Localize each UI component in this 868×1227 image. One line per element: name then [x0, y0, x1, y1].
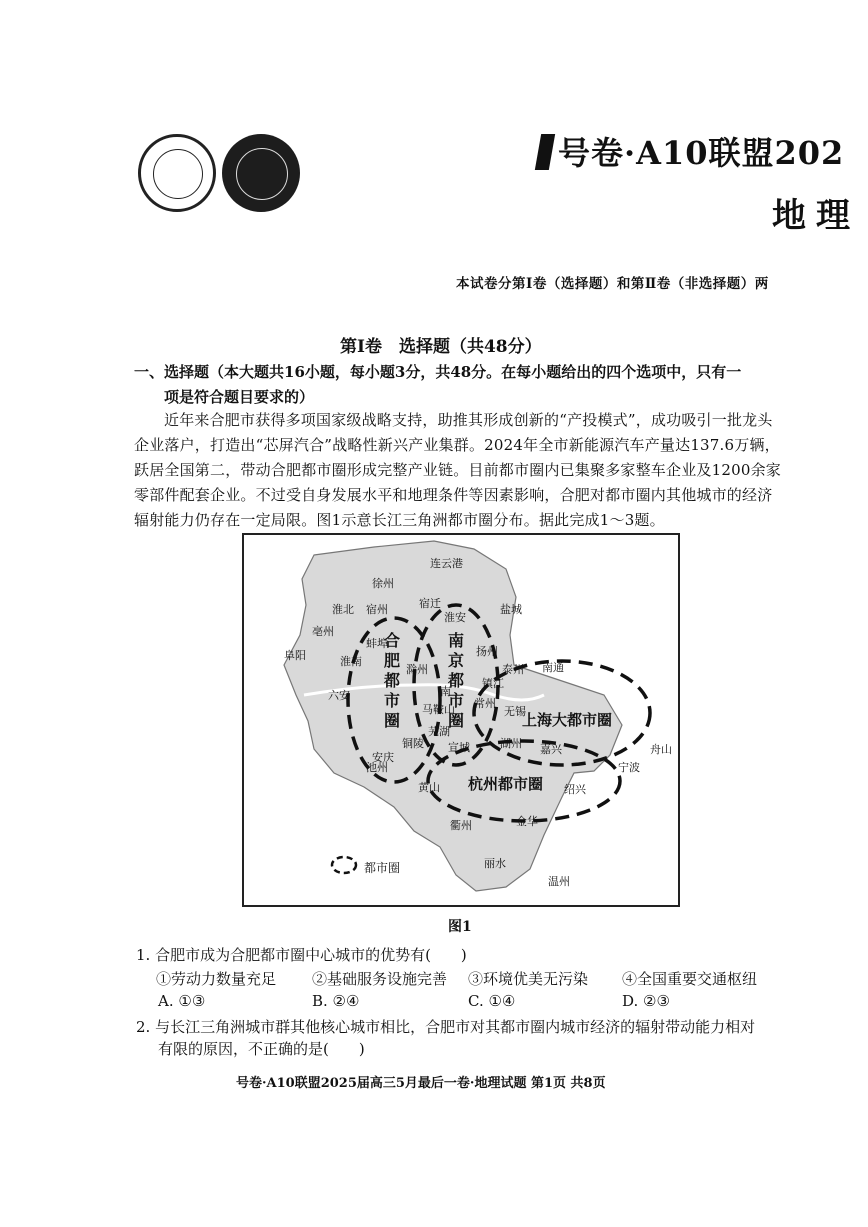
hefei-circle-label: 合肥都市圈 [384, 631, 401, 730]
city-label: 泰州 [502, 663, 524, 676]
city-label: 镇江 [482, 677, 504, 690]
city-label: 阜阳 [284, 649, 306, 662]
city-label: 滁州 [406, 663, 428, 676]
yangtze-delta-map [242, 533, 680, 907]
city-label: 亳州 [312, 625, 334, 638]
city-label: 宿州 [366, 603, 388, 616]
reading-passage: 近年来合肥市获得多项国家级战略支持，助推其形成创新的“产投模式”，成功吸引一批龙头企业落户，打造出“芯屏汽合”战略性新兴产业集群。2024年全市新能源汽车产量达137.6万辆，跃居全国第二，带动合肥都市圈形成完整产业链。目前都市圈内已集聚多家整车企业及1200余家零部件配套企业。不过受自身发展水平和地理条件等因素影响，合肥对都市圈内其他城市的经济辐射能力仍存在一定局限。图1示意长江三角洲都市圈分布。据此完成1～3题。 [134, 411, 781, 529]
option-b: B. ②④ [312, 992, 360, 1010]
legend-symbol [332, 857, 356, 873]
city-label: 淮安 [444, 611, 466, 624]
city-label: 绍兴 [564, 783, 586, 796]
city-label: 安庆 [372, 751, 394, 764]
city-label: 芜湖 [428, 725, 450, 738]
city-label: 淮南 [340, 655, 362, 668]
city-label: 池州 [366, 761, 388, 774]
city-label: 舟山 [650, 743, 672, 756]
figure-caption: 图1 [448, 919, 472, 935]
city-label: 徐州 [372, 577, 394, 590]
statement-1: ①劳动力数量充足 [156, 970, 277, 988]
city-label: 南 [440, 685, 451, 698]
city-label: 丽水 [484, 857, 506, 870]
city-label: 宿迁 [419, 597, 441, 610]
option-a: A. ①③ [158, 992, 206, 1010]
city-label: 马鞍山 [422, 703, 455, 716]
city-label: 嘉兴 [540, 743, 562, 756]
city-label: 南通 [542, 661, 564, 674]
city-label: 黄山 [418, 781, 440, 794]
alliance-seal-logo [138, 134, 216, 212]
city-label: 衢州 [450, 819, 472, 832]
brand-mark-icon [535, 134, 555, 170]
city-label: 连云港 [430, 557, 463, 570]
section-title: 第Ⅰ卷 选择题（共48分） [340, 337, 542, 357]
city-label: 淮北 [332, 603, 354, 616]
city-label: 常州 [474, 697, 496, 710]
statement-4: ④全国重要交通枢纽 [622, 970, 758, 988]
city-label: 湖州 [500, 737, 522, 750]
hangzhou-circle-label: 杭州都市圈 [468, 775, 544, 793]
question-group-title: 一、选择题（本大题共16小题，每小题3分，共48分。在每小题给出的四个选项中，只有一 项是符合题目要求的） [134, 363, 742, 406]
statement-3: ③环境优美无污染 [468, 970, 589, 988]
city-label: 宁波 [618, 761, 640, 774]
nanjing-circle-label: 南京都市圈 [448, 631, 465, 730]
question-2-stem-line1: 2. 与长江三角洲城市群其他核心城市相比，合肥市对其都市圈内城市经济的辐射带动能力相对 [136, 1018, 756, 1036]
statement-2: ②基础服务设施完善 [312, 970, 448, 988]
paper-intro: 本试卷分第Ⅰ卷（选择题）和第Ⅱ卷（非选择题）两 [456, 276, 769, 292]
exam-brand-title: 号卷·A10联盟202 [538, 128, 844, 174]
shanghai-circle-label: 上海大都市圈 [522, 711, 613, 729]
option-d: D. ②③ [622, 992, 670, 1010]
page-footer: 号卷·A10联盟2025届高三5月最后一卷·地理试题 第1页 共8页 [236, 1076, 606, 1091]
city-label: 温州 [548, 875, 570, 888]
city-label: 无锡 [504, 705, 526, 718]
city-label: 金华 [516, 815, 538, 828]
question-2-stem-line2: 有限的原因，不正确的是( ) [158, 1040, 365, 1058]
city-label: 六安 [328, 689, 350, 702]
city-label: 扬州 [476, 645, 498, 658]
city-label: 铜陵 [402, 737, 424, 750]
wanzhi-education-logo [222, 134, 300, 212]
question-1-stem: 1. 合肥市成为合肥都市圈中心城市的优势有( ) [136, 946, 467, 964]
legend-label: 都市圈 [364, 861, 401, 875]
subject-title: 地理 [772, 196, 860, 236]
city-label: 蚌埠 [366, 637, 388, 650]
city-label: 盐城 [500, 603, 522, 616]
city-label: 宣城 [448, 741, 470, 754]
option-c: C. ①④ [468, 992, 516, 1010]
